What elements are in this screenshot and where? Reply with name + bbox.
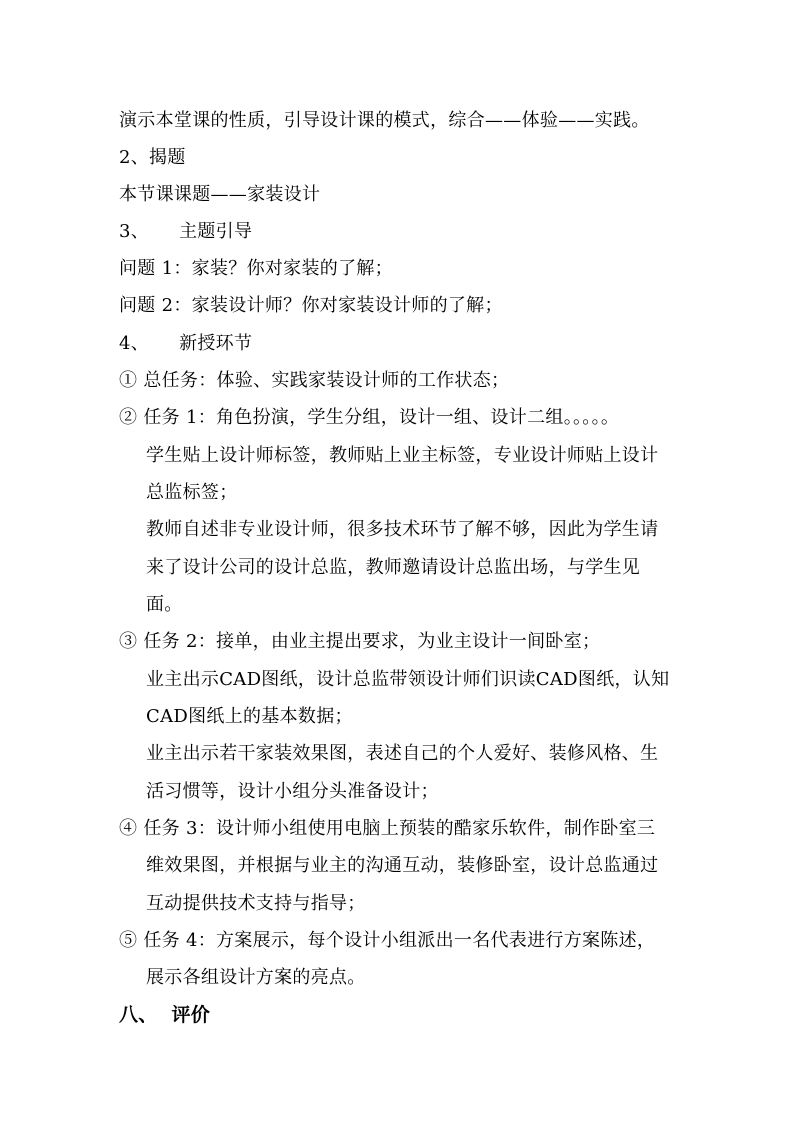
section-8-heading — [119, 1004, 210, 1026]
question-2: 问题 2：家装设计师？你对家装设计师的了解； — [119, 295, 503, 316]
task-1-detail-line-3: 教师自述非专业设计师，很多技术环节了解不够，因此为学生请 — [146, 519, 659, 540]
section-2-heading: 2、揭题 — [119, 147, 186, 168]
task-3-detail-line-1: 维效果图，并根据与业主的沟通互动，装修卧室，设计总监通过 — [146, 855, 659, 876]
section-3-number: 3、 — [119, 221, 150, 242]
task-2-detail-line-3: 业主出示若干家装效果图，表述自己的个人爱好、装修风格、生 — [146, 743, 659, 764]
task-3-detail-line-2: 互动提供技术支持与指导； — [146, 893, 366, 914]
task-2-detail-line-1: 业主出示CAD图纸，设计总监带领设计师们识读CAD图纸，认知 — [146, 669, 670, 690]
task-1-detail-line-4: 来了设计公司的设计总监，教师邀请设计总监出场，与学生见 — [146, 557, 641, 578]
section-3-heading — [119, 221, 252, 243]
task-1-detail-line-2: 总监标签； — [146, 482, 238, 503]
task-4: ⑤ 任务 4：方案展示，每个设计小组派出一名代表进行方案陈述， — [119, 930, 656, 951]
task-1-detail-line-5: 面。 — [146, 594, 183, 615]
section-8-number: 八、 — [119, 1004, 158, 1026]
task-overall: ① 总任务：体验、实践家装设计师的工作状态； — [119, 370, 510, 391]
section-4-title: 新授环节 — [179, 333, 253, 354]
question-1: 问题 1：家装？你对家装的了解； — [119, 258, 393, 279]
intro-paragraph: 演示本堂课的性质，引导设计课的模式，综合——体验——实践。 — [119, 110, 650, 131]
task-1: ② 任务 1：角色扮演，学生分组，设计一组、设计二组。。。。。 — [119, 407, 620, 428]
task-2-detail-line-4: 活习惯等，设计小组分头准备设计； — [146, 781, 439, 802]
task-2-detail-line-2: CAD图纸上的基本数据； — [146, 706, 353, 727]
task-3: ④ 任务 3：设计师小组使用电脑上预装的酷家乐软件，制作卧室三 — [119, 818, 656, 839]
section-4-heading — [119, 333, 252, 355]
task-4-detail-line-1: 展示各组设计方案的亮点。 — [146, 967, 366, 988]
section-8-title: 评价 — [171, 1004, 211, 1026]
section-4-number: 4、 — [119, 333, 150, 354]
course-topic: 本节课课题——家装设计 — [119, 184, 321, 205]
section-3-title: 主题引导 — [179, 221, 253, 242]
task-2: ③ 任务 2：接单，由业主提出要求，为业主设计一间卧室； — [119, 631, 601, 652]
task-1-detail-line-1: 学生贴上设计师标签，教师贴上业主标签，专业设计师贴上设计 — [146, 445, 659, 466]
